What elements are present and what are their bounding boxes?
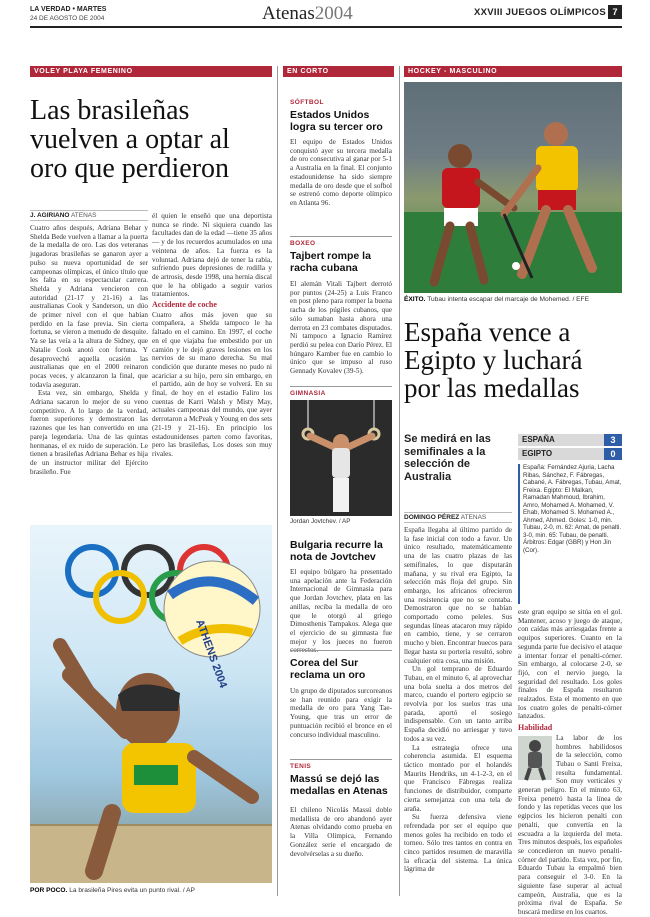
team-goals: 0: [604, 448, 622, 460]
brief-headline: Tajbert rompe la racha cubana: [290, 250, 371, 274]
caption-label: POR POCO.: [30, 887, 68, 894]
hockey-subheading: Se medirá en las semifinales a la selección de Australia: [404, 433, 491, 483]
caption-text: La brasileña Pires evita un punto rival. / AP: [69, 887, 195, 894]
score-box: [518, 434, 622, 462]
hockey-paragraph: España llegaba al último partido de la fase inicial con todo a favor. Un único resultado, matemáticamente una de las cuatro plazas de las semifinales, lo que disputarán mañana, y su rival era Egipto, la selección más floja del grupo. Sin embargo, los africanos ofrecieron una resistencia que no se contaba. Demostraron que no se habían comportado como peleles. Sus segundas líneas atacaron muy rápido en cambio, tiene, y se cerraron mucho y bien. Encontrar huecos para llegar hasta su portería resultó, sobre cualquier otra cosa, una misión.: [404, 526, 512, 665]
brief-separator: [290, 759, 392, 760]
brief-separator: [290, 236, 392, 237]
ball-icon: [512, 262, 520, 270]
caption-label: ÉXITO.: [404, 296, 426, 303]
hockey-location: ATENAS: [460, 514, 487, 521]
hockey-headline: España vence a Egipto y luchará por las medallas: [404, 317, 583, 403]
team-name: EGIPTO: [518, 448, 604, 460]
hockey-author: DOMINGO PÉREZ: [404, 514, 460, 521]
hockey-paragraph: Su fuerza defensiva viene refrendada por ser el equipo que menos goles ha recibido en todo el torneo. Sólo tres tantos en contra en cinco partidos resumen de maravilla la eficacia del sistema. La única lágrima de: [404, 813, 512, 874]
hockey-subhead: Habilidad: [518, 723, 553, 733]
hockey-body-col2: [518, 608, 622, 916]
volley-photo-caption: [30, 887, 272, 895]
volley-paragraph: Cuatro años después, Adriana Behar y Shelda Bede vuelven a llamar a la puerta de la medalla de oro. Las dos veteranas jugadoras brasileñas se ganaron ayer a pulso su nueva oportunidad de ser campeonas olímpicas, el único título que les falta en su espectacular carrera. Shelda y Adriana vencieron con autoridad (21-17 y 21-16) a las australianas Cook y Sanderson, un dúo de primer nivel con el que habían perdido en la fase previa. Sin cierta fortuna, se vieron a menudo de desquite. Ya se las veía a la altura de Sidney, que Natalie Cook anotó con fortuna. Y desaprovechó aquella ocasión las australianas que en el 2000 reinaron pocas veces, y alcanzaron la final, que todavía aseguran.: [30, 224, 148, 389]
hockey-paragraph: La estrategia ofrece una coherencia asumida. El esquema táctico montado por el holandés Maurits Hendriks, un 4-1-2-3, en el que Francisco Fábregas realiza funciones de distribuidor, comparte cierta semejanza con una tela de araña.: [404, 743, 512, 813]
brief-headline: Massú se dejó las medallas en Atenas: [290, 773, 388, 797]
hockey-photo-caption: [404, 296, 622, 304]
section-title-text: Atenas: [262, 3, 315, 24]
volley-byline: [30, 210, 148, 221]
hockey-paragraph: La labor de los hombres habilidosos de la selección, como Tubau o Santi Freixa, resulta fundamental. Son muy verticales y generan peligro. En el minuto 63, Freixa penetró hasta la línea de fondo y las repetidas veces que los egipcios les hicieron penalti con penalti, que convertía en la escuadra a la izquierda del meta. Tres minutos después, los españoles se concedieron un nuevo penalti-córner del partido. Esta vez, por fin, Eduardo Tubau la empalmó bien para conseguir el 3-0. En la siguiente fase superar al actual campeón, Australia, que es la próxima rival de España. Se buscará medirse en los cuartos.: [518, 733, 622, 916]
brief-kicker: BOXEO: [290, 240, 316, 247]
volley-headline: Las brasileñas vuelven a optar al oro que perdieron: [30, 95, 230, 184]
page-number: 7: [608, 5, 622, 19]
brief-headline: Bulgaria recurre la nota de Jovtchev: [290, 539, 383, 563]
volley-body-col1: [30, 224, 148, 519]
player-silhouette-icon: [518, 736, 552, 780]
section-title: [262, 3, 353, 25]
match-facts: España: Fernández Ajuria, Lacha Ribas, Sánchez, F. Fábregas, Cabané, A. Fábregas, Tubau, Amat, Freixa. Egipto: El Malkan, Ramadan Mahmoud, Ibrahim, Amro, Mohamed A. Mohamed, V. Ehab, Mohamed S. Mohamed A., Ahmed, Ahmed. Goles: 1-0, min. Tubau, 2-0, m. 62: Amat, de penalti. 3-0, min. 65: Tubau, de penalti. Árbitros: Edgar (GBR) y Hon Jin (Cor).: [518, 464, 622, 604]
volley-subhead: Accidente de coche: [152, 300, 217, 310]
section-title-year: 2004: [314, 3, 353, 24]
section-band-encorto: EN CORTO: [283, 66, 394, 77]
section-band-volley: VOLEY PLAYA FEMENINO: [30, 66, 272, 77]
publication-name: LA VERDAD • MARTES: [30, 6, 107, 13]
page-header: [30, 4, 622, 28]
hockey-paragraph: Un gol temprano de Eduardo Tubau, en el minuto 6, al aprovechar una bola suelta a dos metros del marco, cuando el portero egipcio se revolvía por los suelos tras una parada, aportó el sosiego indispensable. Con un tanto arriba España decidió no arriesgar y tuvo todos a su vez.: [404, 665, 512, 743]
brief-text: El equipo búlgaro ha presentado una apelación ante la Federación Internacional de Gimnasia para que Jordan Jovtchev, plata en las anillas, reciba la medalla de oro que le otorgó al griego Dimosthenis Tampakos. Alega que el ejercicio de su gimnasta fue mejor y los jueces no fueron: [290, 568, 392, 646]
team-name: ESPAÑA: [518, 434, 604, 446]
brief-text: Un grupo de diputados surcoreanos se han reunido para exigir la medalla de oro para Yang Tae-Young, que tras un error de puntuación recibió el bronce en el concurso individual masculino.: [290, 687, 392, 739]
volley-photo: [30, 525, 272, 883]
hockey-illustration: [404, 82, 622, 293]
column-divider: [399, 66, 400, 896]
brief-kicker: SÓFTBOL: [290, 99, 324, 106]
volley-paragraph: él quien le enseñó que una deportista nunca se rinde. Ni siquiera cuando las facultades dan de la edad —tiene 35 años— y de los recuerdos acumulados en una veintena de años. La fuerza es la voluntad. Adriana dejó de tener la rabia, sufriendo pues depresiones de rodilla y de artrosis, desde 1998, una hernia discal que le ha obligado a seguir varios tratamientos.: [152, 212, 272, 299]
brief-text: El alemán Vitali Tajbert derrotó por puntos (24-25) a Luis Franco en post pleno para romper la buena racha de los púgiles cubanos, que sólo sumaban hasta ahora una derrota en 23 combates disputados. Ni tampoco a Ignacio Ramírez perdió su pelea con Darío Pérez. El húngaro Kamber fue en cambio lo único que se impuso al ruso Gennady Kovalev (39-5).: [290, 280, 392, 376]
hockey-inline-photo: [518, 736, 552, 780]
volley-location: ATENAS: [70, 212, 97, 219]
score-row: [518, 448, 622, 460]
volley-photo-illustration: [30, 525, 272, 883]
brief-separator: [290, 386, 392, 387]
publication-date: 24 DE AGOSTO DE 2004: [30, 15, 105, 22]
games-title: XXVIII JUEGOS OLÍMPICOS: [474, 7, 607, 18]
column-divider: [277, 66, 278, 896]
volley-paragraph: Cuatro años más joven que su compañera, a Shelda tampoco le ha faltado en el camino. En 1997, el coche en el que viajaba fue embestido por un camión y le dejó graves lesiones en los nervios de su mano derecha. Su mal condición que durante meses no pudo ni acariciar a su hijo, pero sin embargo, en el partido, aún de hoy se volverá. En su final, de hoy en el estadio Faliro los cuentas de Karri Walsh y Misty May, actuales campeonas del mundo, que ayer derrotaron a McPeak y Young en dos sets (21-19 y 21-16). En principio los estadounidenses parten como favoritas, pero las brasileñas, Los doses son muy rivales.: [152, 310, 272, 458]
caption-text: Tubau intenta escapar del marcaje de Mohemed. / EFE: [427, 296, 589, 303]
hockey-photo: [404, 82, 622, 293]
brief-text: El equipo de Estados Unidos conquistó ayer su tercera medalla de oro consecutiva al ganar por 5-1 a Australia en la final. El conjunto estadounidense ha sido siempre medalla de oro desde que el sofbol se estrenó como deporte olímpico en Atlanta 96.: [290, 138, 392, 207]
section-band-hockey: HOCKEY - MASCULINO: [404, 66, 622, 77]
brief-separator: [290, 650, 392, 651]
hockey-body-col1: [404, 526, 512, 898]
score-row: [518, 434, 622, 446]
gymnast-caption: Jordan Jovtchev. / AP: [290, 518, 351, 525]
brief-headline: Estados Unidos logra su tercer oro: [290, 109, 383, 133]
hockey-paragraph: este gran equipo se sitúa en el gol. Mantener, acoso y juego de ataque, con caídas más arriesgadas frente a equipos superiores. Cuanto en la segunda parte fue decisivo el ataque a intentar forzar el penalti-córner. Sin embargo, al colocarse 2-0, se fijó, con el nervio juego, la seguridad del resultado. Los goles finales de España resultaron realzados. Esta el momento en que los cuatro goles de penalti-córner lanzados.: [518, 608, 622, 721]
brief-headline: Corea del Sur reclama un oro: [290, 657, 366, 681]
svg-text:ATHENS 2004: ATHENS 2004: [193, 617, 230, 690]
gymnast-illustration: [290, 400, 392, 516]
hockey-byline: [404, 512, 512, 523]
brief-kicker: GIMNASIA: [290, 390, 326, 397]
gymnast-photo: [290, 400, 392, 516]
brief-kicker: TENIS: [290, 763, 312, 770]
volley-body-col2: [152, 212, 272, 519]
volley-author: J. AGIRIANO: [30, 212, 70, 219]
team-goals: 3: [604, 434, 622, 446]
brief-text: El chileno Nicolás Massú doble medallista de oro abandonó ayer Atenas olvidando como prueba en la Villa Olímpica, Fernando González serie el encargado de devolvérselas a su dueño.: [290, 806, 392, 858]
volley-paragraph: Esta vez, sin embargo, Shelda y Adriana sacaron lo mejor de su veno competitivo. A lo largo de la verdad, fueron superiores y demostraron las razones que les han convertido en una pareja legendaria. Una de las quintas hermanas, el ex ruido de superación. Le tienen a brasileñas Adriana Behar es hija de un instructor militar del Ejército brasileño. Fue: [30, 389, 148, 476]
volleyball-icon: [164, 561, 260, 690]
